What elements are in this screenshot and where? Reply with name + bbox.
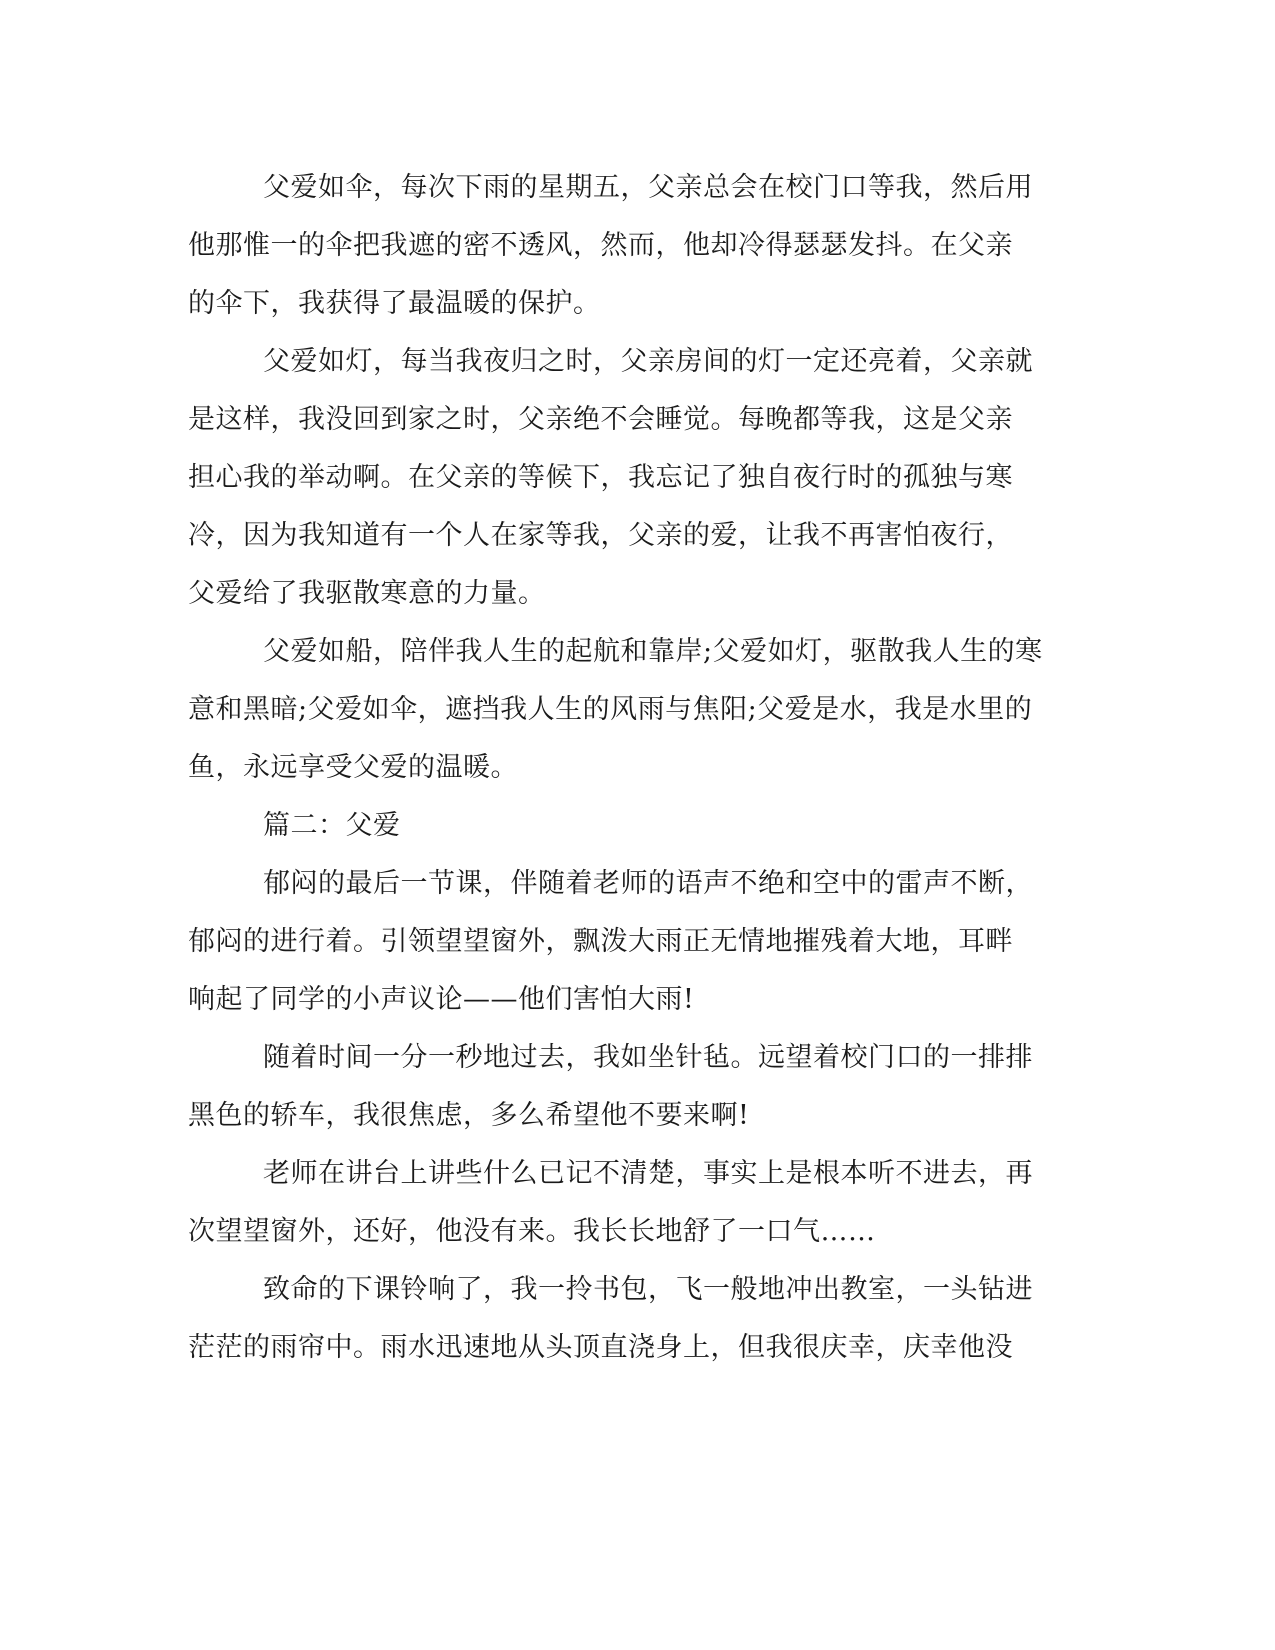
paragraph-line: 茫茫的雨帘中。雨水迅速地从头顶直浇身上，但我很庆幸，庆幸他没 — [188, 1332, 1013, 1363]
paragraph-line: 致命的下课铃响了，我一拎书包，飞一般地冲出教室，一头钻进 — [263, 1274, 1033, 1305]
paragraph-line: 郁闷的最后一节课，伴随着老师的语声不绝和空中的雷声不断， — [263, 868, 1033, 899]
paragraph-line: 父爱如伞，每次下雨的星期五，父亲总会在校门口等我，然后用 — [263, 172, 1033, 203]
paragraph-line: 意和黑暗;父爱如伞，遮挡我人生的风雨与焦阳;父爱是水，我是水里的 — [188, 694, 1033, 725]
paragraph-line: 父爱如灯，每当我夜归之时，父亲房间的灯一定还亮着，父亲就 — [263, 346, 1033, 377]
paragraph-line: 郁闷的进行着。引领望望窗外，飘泼大雨正无情地摧残着大地，耳畔 — [188, 926, 1013, 957]
paragraph-line: 响起了同学的小声议论——他们害怕大雨! — [188, 984, 695, 1015]
paragraph-line: 是这样，我没回到家之时，父亲绝不会睡觉。每晚都等我，这是父亲 — [188, 404, 1013, 435]
paragraph-line: 父爱给了我驱散寒意的力量。 — [188, 578, 546, 609]
paragraph-line: 黑色的轿车，我很焦虑，多么希望他不要来啊! — [188, 1100, 750, 1131]
paragraph-line: 担心我的举动啊。在父亲的等候下，我忘记了独自夜行时的孤独与寒 — [188, 462, 1013, 493]
paragraph-line: 老师在讲台上讲些什么已记不清楚，事实上是根本听不进去，再 — [263, 1158, 1033, 1189]
paragraph-line: 次望望窗外，还好，他没有来。我长长地舒了一口气…… — [188, 1216, 876, 1247]
paragraph-line: 的伞下，我获得了最温暖的保护。 — [188, 288, 601, 319]
paragraph-line: 父爱如船，陪伴我人生的起航和靠岸;父爱如灯，驱散我人生的寒 — [263, 636, 1043, 667]
section-heading: 篇二：父爱 — [263, 810, 401, 841]
paragraph-line: 鱼，永远享受父爱的温暖。 — [188, 752, 518, 783]
paragraph-line: 随着时间一分一秒地过去，我如坐针毡。远望着校门口的一排排 — [263, 1042, 1033, 1073]
paragraph-line: 冷，因为我知道有一个人在家等我，父亲的爱，让我不再害怕夜行， — [188, 520, 1013, 551]
paragraph-line: 他那惟一的伞把我遮的密不透风，然而，他却冷得瑟瑟发抖。在父亲 — [188, 230, 1013, 261]
